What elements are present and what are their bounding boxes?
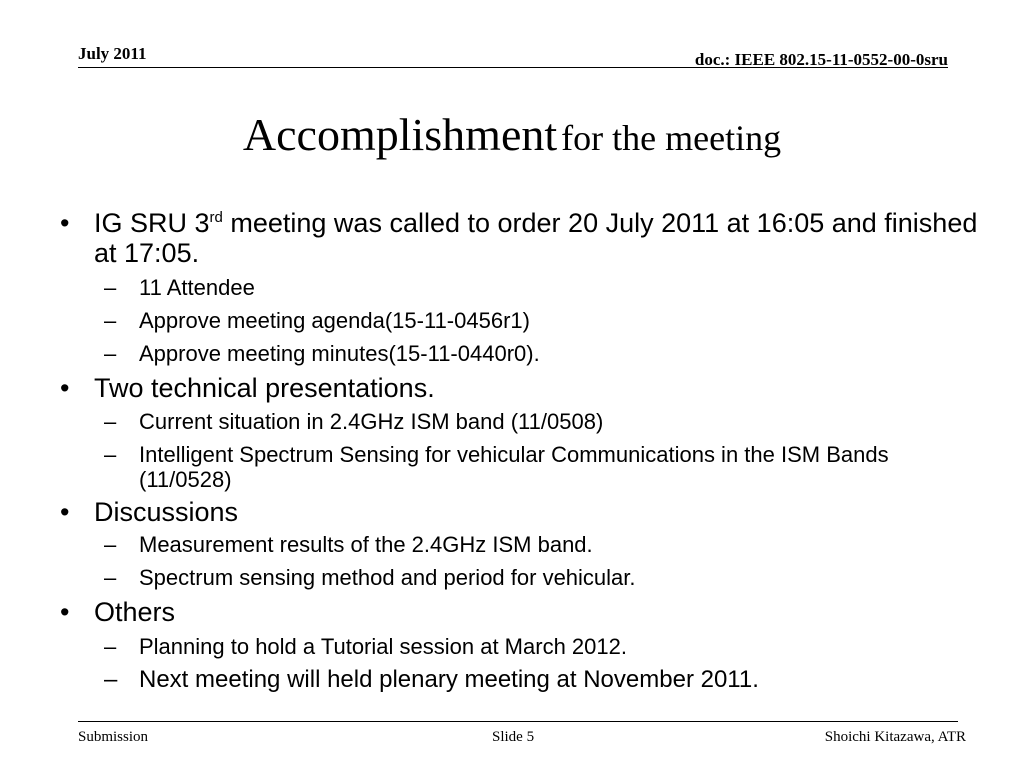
dash-icon: – xyxy=(104,275,117,300)
slide-title xyxy=(0,109,1024,160)
bullet-icon: • xyxy=(60,597,70,627)
bullet-discussions xyxy=(58,497,978,527)
slide-body xyxy=(58,208,978,692)
footer-divider xyxy=(78,721,958,722)
sub-bullet xyxy=(58,532,978,557)
bullet-presentations xyxy=(58,373,978,403)
sub-bullet xyxy=(58,442,978,492)
bullet-icon: • xyxy=(60,208,70,238)
dash-icon: – xyxy=(104,409,117,434)
sub-bullet xyxy=(58,565,978,590)
sub-bullet-text: Intelligent Spectrum Sensing for vehicular Communications in the ISM Bands (11/0528) xyxy=(139,442,889,492)
bullet-meeting xyxy=(58,208,978,268)
dash-icon: – xyxy=(104,634,117,659)
bullet-text: Others xyxy=(94,597,176,627)
sub-bullet xyxy=(58,275,978,300)
footer-author: Shoichi Kitazawa, ATR xyxy=(824,729,966,745)
sub-bullet-text: Spectrum sensing method and period for vehicular. xyxy=(139,565,636,590)
sub-bullet xyxy=(58,308,978,333)
bullet-text: Discussions xyxy=(94,497,239,527)
sub-bullet-text: Next meeting will held plenary meeting at November 2011. xyxy=(139,666,759,693)
sub-bullet xyxy=(58,341,978,366)
dash-icon: – xyxy=(104,565,117,590)
sub-bullet-text: 11 Attendee xyxy=(139,275,255,300)
sub-bullet-text: Current situation in 2.4GHz ISM band (11/0508) xyxy=(139,409,604,434)
bullet-others xyxy=(58,597,978,627)
slide-title-main: Accomplishment xyxy=(242,109,558,160)
sub-bullet-text: Approve meeting minutes(15-11-0440r0). xyxy=(139,341,540,366)
sub-bullet xyxy=(58,667,978,692)
dash-icon: – xyxy=(104,341,117,366)
dash-icon: – xyxy=(104,442,117,467)
dash-icon: – xyxy=(104,666,118,693)
header-divider xyxy=(78,67,948,68)
dash-icon: – xyxy=(104,532,117,557)
sub-bullet-text: Approve meeting agenda(15-11-0456r1) xyxy=(139,308,530,333)
bullet-text: IG SRU 3rd meeting was called to order 20 July 2011 at 16:05 and finished at 17:05. xyxy=(94,208,978,268)
header-doc-id: doc.: IEEE 802.15-11-0552-00-0sru xyxy=(694,50,948,69)
sub-bullet xyxy=(58,634,978,659)
sub-bullet-text: Planning to hold a Tutorial session at March 2012. xyxy=(139,634,627,659)
footer-submission: Submission xyxy=(78,729,149,745)
bullet-text: Two technical presentations. xyxy=(94,373,435,403)
header-date: July 2011 xyxy=(78,44,147,63)
bullet-icon: • xyxy=(60,497,70,527)
dash-icon: – xyxy=(104,308,117,333)
sub-bullet-text: Measurement results of the 2.4GHz ISM band. xyxy=(139,532,593,557)
footer-slide-number: Slide 5 xyxy=(492,729,535,745)
bullet-icon: • xyxy=(60,373,70,403)
slide-title-sub: for the meeting xyxy=(561,118,782,158)
sub-bullet xyxy=(58,409,978,434)
